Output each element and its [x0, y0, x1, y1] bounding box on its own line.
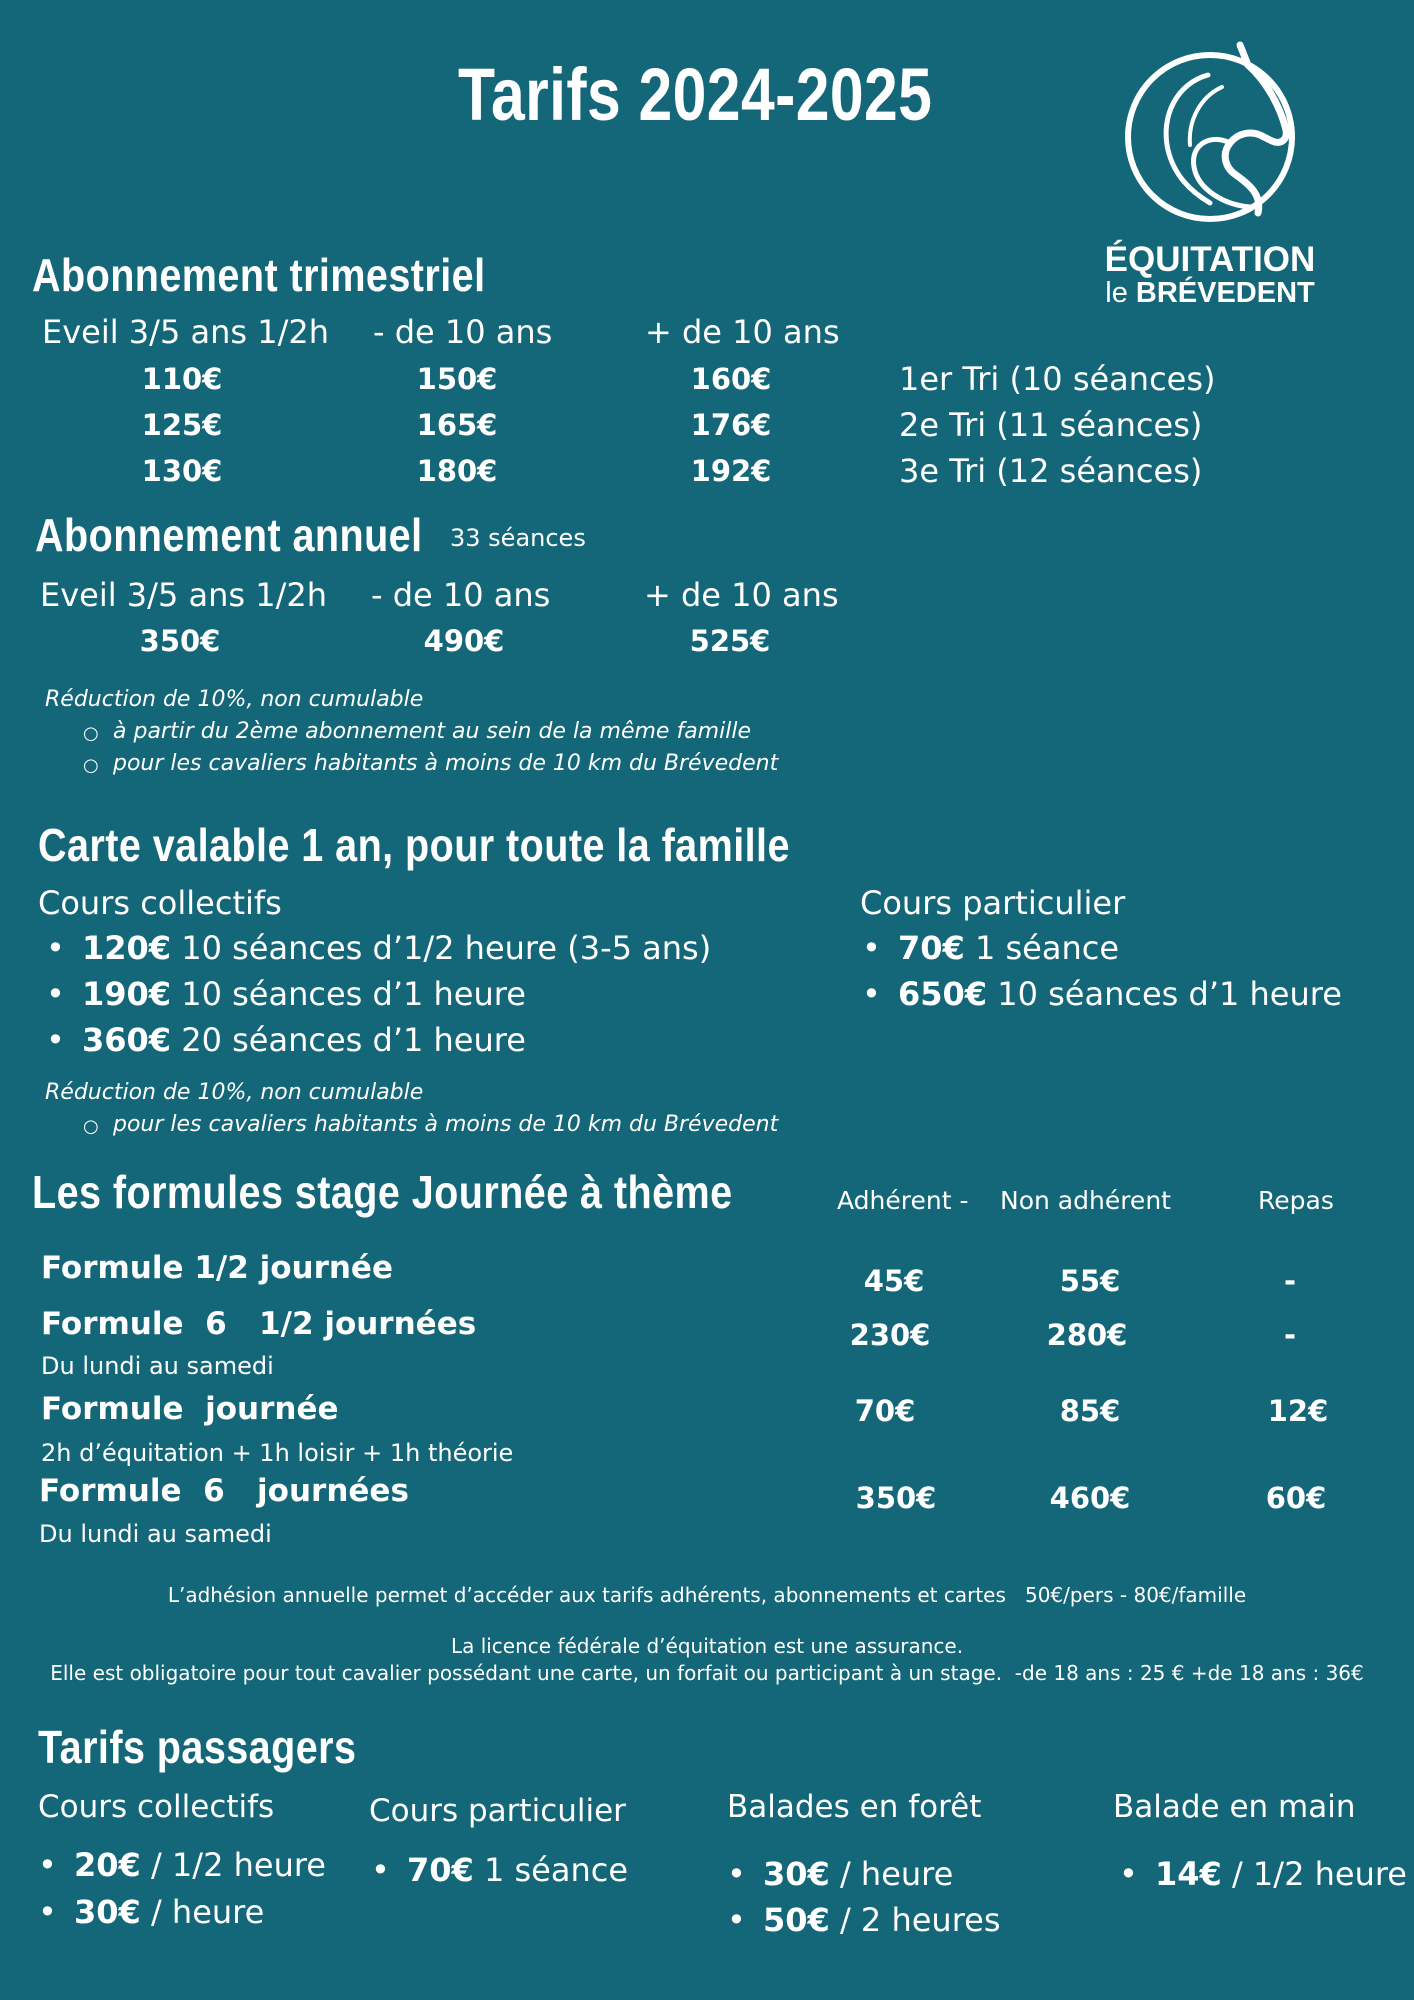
- price: -: [1283, 1264, 1297, 1298]
- col-header: Eveil 3/5 ans 1/2h: [42, 313, 329, 351]
- price: 160€: [690, 362, 772, 396]
- list-item: • 20€ / 1/2 heure: [74, 1846, 326, 1884]
- col-header-non-adherent: Non adhérent: [1000, 1186, 1171, 1215]
- price: 110€: [141, 362, 223, 396]
- section-heading-passagers: Tarifs passagers: [38, 1721, 357, 1773]
- sessions-count: 33 séances: [450, 524, 586, 552]
- subsection-title: Cours collectifs: [38, 1789, 275, 1825]
- discount-item: ○ à partir du 2ème abonnement au sein de la même famille: [113, 719, 751, 744]
- price: 280€: [1046, 1318, 1128, 1352]
- price: 350€: [139, 624, 221, 658]
- list-item: • 650€ 10 séances d’1 heure: [898, 975, 1342, 1013]
- section-heading-carte: Carte valable 1 an, pour toute la famille: [38, 819, 790, 871]
- price: 45€: [863, 1264, 925, 1298]
- row-label: 3e Tri (12 séances): [899, 452, 1203, 490]
- formula-name: Formule 6 journées: [39, 1473, 409, 1509]
- col-header: - de 10 ans: [373, 313, 553, 351]
- list-item: • 190€ 10 séances d’1 heure: [82, 975, 526, 1013]
- price: 70€: [854, 1394, 916, 1428]
- horse-head-icon: [1090, 35, 1330, 235]
- price: 525€: [689, 624, 771, 658]
- formula-name: Formule 1/2 journée: [41, 1250, 393, 1286]
- price: 176€: [690, 408, 772, 442]
- list-item: • 120€ 10 séances d’1/2 heure (3-5 ans): [82, 929, 711, 967]
- list-item: • 70€ 1 séance: [407, 1851, 628, 1889]
- col-header-adherent: Adhérent -: [837, 1186, 969, 1215]
- licence-info-2: Elle est obligatoire pour tout cavalier possédant une carte, un forfait ou participant à un stage. -de 18 ans : 25 € +de 18 ans : 36€: [50, 1661, 1364, 1685]
- price: 85€: [1059, 1394, 1121, 1428]
- price: 460€: [1049, 1481, 1131, 1515]
- logo-line-1: ÉQUITATION: [1104, 240, 1316, 279]
- adhesion-info: L’adhésion annuelle permet d’accéder aux tarifs adhérents, abonnements et cartes 50€/pers - 80€/famille: [167, 1583, 1247, 1607]
- subsection-title: Cours particulier: [860, 884, 1126, 922]
- price: 165€: [416, 408, 498, 442]
- subsection-title: Cours collectifs: [38, 884, 282, 922]
- subsection-title: Balades en forêt: [727, 1789, 982, 1825]
- col-header: - de 10 ans: [371, 576, 551, 614]
- price: 180€: [416, 454, 498, 488]
- price: 12€: [1267, 1394, 1329, 1428]
- row-label: 1er Tri (10 séances): [899, 360, 1216, 398]
- list-item: • 70€ 1 séance: [898, 929, 1119, 967]
- price: 490€: [423, 624, 505, 658]
- price: 150€: [416, 362, 498, 396]
- section-heading-stage: Les formules stage Journée à thème: [32, 1166, 733, 1218]
- price: -: [1283, 1318, 1297, 1352]
- price: 55€: [1059, 1264, 1121, 1298]
- col-header: + de 10 ans: [645, 313, 840, 351]
- section-heading-trimestriel: Abonnement trimestriel: [32, 249, 486, 301]
- col-header: Eveil 3/5 ans 1/2h: [40, 576, 327, 614]
- subsection-title: Balade en main: [1113, 1789, 1356, 1825]
- list-item: • 360€ 20 séances d’1 heure: [82, 1021, 526, 1059]
- licence-info-1: La licence fédérale d’équitation est une assurance.: [450, 1634, 964, 1658]
- page-title: Tarifs 2024-2025: [458, 53, 933, 136]
- formula-detail: Du lundi au samedi: [39, 1520, 272, 1548]
- logo-line-2: le BRÉVEDENT: [1105, 277, 1315, 309]
- subsection-title: Cours particulier: [369, 1793, 626, 1829]
- col-header: + de 10 ans: [644, 576, 839, 614]
- row-label: 2e Tri (11 séances): [899, 406, 1203, 444]
- price: 125€: [141, 408, 223, 442]
- formula-detail: 2h d’équitation + 1h loisir + 1h théorie: [41, 1439, 514, 1467]
- price: 350€: [855, 1481, 937, 1515]
- club-logo: [1090, 35, 1330, 310]
- list-item: • 50€ / 2 heures: [763, 1901, 1001, 1939]
- formula-name: Formule 6 1/2 journées: [41, 1306, 477, 1342]
- formula-name: Formule journée: [41, 1391, 339, 1427]
- discount-item: ○ pour les cavaliers habitants à moins de 10 km du Brévedent: [113, 751, 778, 776]
- discount-note: Réduction de 10%, non cumulable: [45, 1080, 424, 1105]
- list-item: • 30€ / heure: [74, 1893, 264, 1931]
- list-item: • 14€ / 1/2 heure: [1155, 1855, 1407, 1893]
- price: 60€: [1265, 1481, 1327, 1515]
- discount-note: Réduction de 10%, non cumulable: [45, 687, 424, 712]
- discount-item: ○ pour les cavaliers habitants à moins de 10 km du Brévedent: [113, 1112, 778, 1137]
- formula-detail: Du lundi au samedi: [41, 1352, 274, 1380]
- section-heading-annuel: Abonnement annuel: [35, 509, 423, 561]
- price: 230€: [849, 1318, 931, 1352]
- price: 192€: [690, 454, 772, 488]
- col-header-repas: Repas: [1258, 1186, 1334, 1215]
- list-item: • 30€ / heure: [763, 1855, 953, 1893]
- price: 130€: [141, 454, 223, 488]
